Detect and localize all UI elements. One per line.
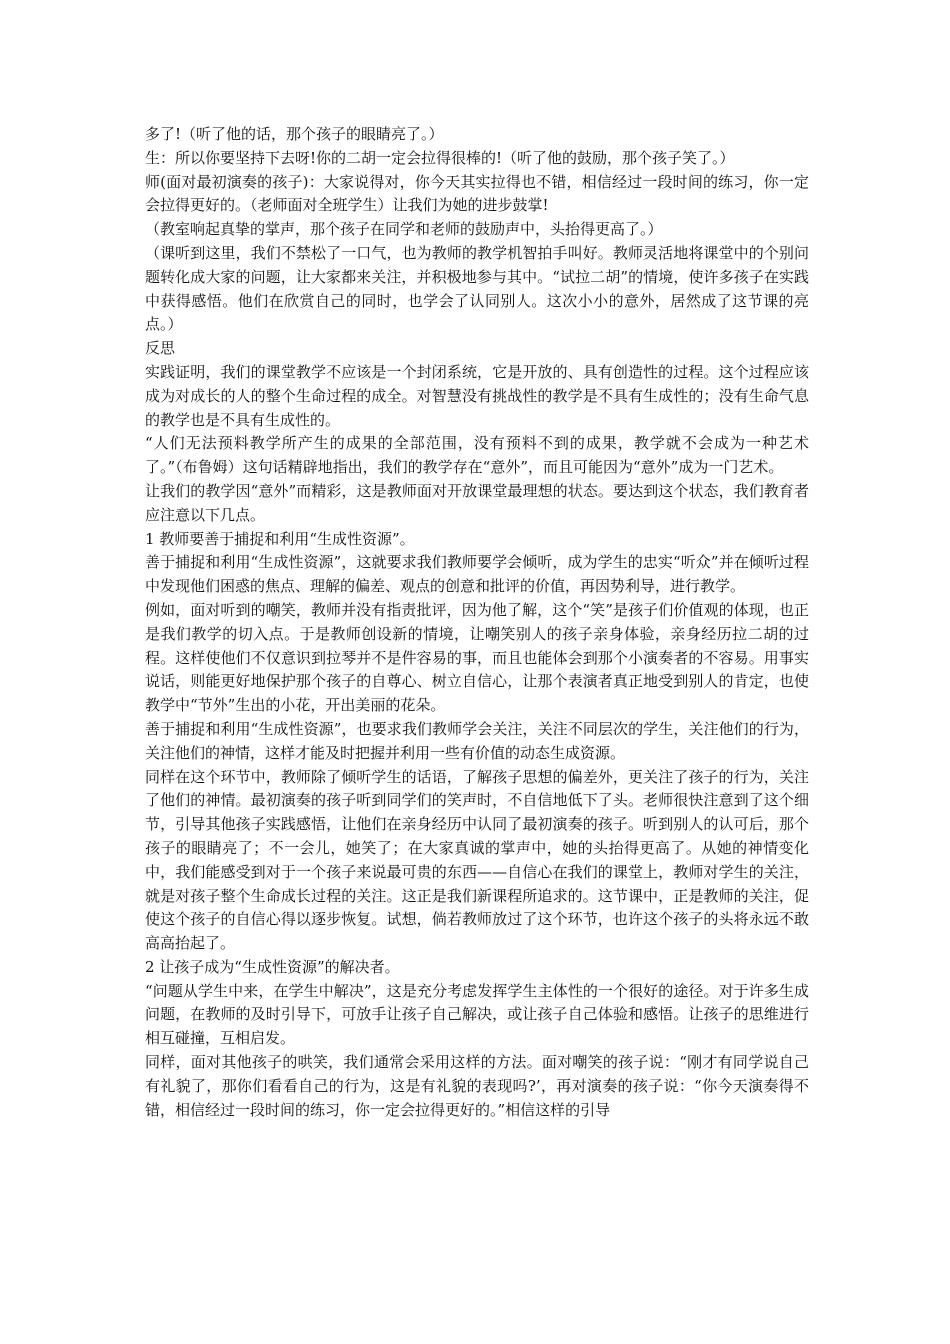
paragraph-reflection-1: 实践证明，我们的课堂教学不应该是一个封闭系统，它是开放的、具有创造性的过程。这个过程应该成为对成长的人的整个生命过程的成全。对智慧没有挑战性的教学是不具有生成性的；没有生命气息的教学也是不具有生成性的。 bbox=[145, 362, 809, 429]
document-body bbox=[145, 123, 809, 1122]
paragraph-dialogue-1: 多了!（听了他的话，那个孩子的眼睛亮了。） bbox=[145, 125, 444, 143]
paragraph-point-1d: 同样在这个环节中，教师除了倾听学生的话语，了解孩子思想的偏差外，更关注了孩子的行为，关注了他们的神情。最初演奏的孩子听到同学们的笑声时，不自信地低下了头。老师很快注意到了这个细节，引导其他孩子实践感悟，让他们在亲身经历中认同了最初演奏的孩子。听到别人的认可后，那个孩子的眼睛亮了；不一会儿，她笑了；在大家真诚的掌声中，她的头抬得更高了。从她的神情变化中，我们能感受到对于一个孩子来说最可贵的东西——自信心在我们的课堂上，教师对学生的关注，就是对孩子整个生命成长过程的关注。这正是我们新课程所追求的。这节课中，正是教师的关注，促使这个孩子的自信心得以逐步恢复。试想，倘若教师放过了这个环节，也许这个孩子的头将永远不敢高高抬起了。 bbox=[145, 767, 809, 953]
paragraph-commentary: （课听到这里，我们不禁松了一口气，也为教师的教学机智拍手叫好。教师灵活地将课堂中的个别问题转化成大家的问题，让大家都来关注，并积极地参与其中。“试拉二胡”的情境，使许多孩子在实践中获得感悟。他们在欣赏自己的同时，也学会了认同别人。这次小小的意外，居然成了这节课的亮点。） bbox=[145, 243, 809, 334]
paragraph-quote-bloom: “人们无法预料教学所产生的成果的全部范围，没有预料不到的成果，教学就不会成为一种艺术了。”（布鲁姆）这句话精辟地指出，我们的教学存在“意外”，而且可能因为“意外”成为一门艺术。 bbox=[145, 434, 809, 477]
paragraph-point-2b: 同样，面对其他孩子的哄笑，我们通常会采用这样的方法。面对嘲笑的孩子说：“刚才有同学说自己有礼貌了，那你们看看自己的行为，这是有礼貌的表现吗?’，再对演奏的孩子说：“你今天演奏得不错，相信经过一段时间的练习，你一定会拉得更好的。”相信这样的引导 bbox=[145, 1053, 809, 1119]
paragraph-reflection-2: 让我们的教学因“意外”而精彩，这是教师面对开放课堂最理想的状态。要达到这个状态，我们教育者应注意以下几点。 bbox=[145, 481, 809, 524]
point-heading-2: 2 让孩子成为“生成性资源”的解决者。 bbox=[145, 957, 400, 976]
paragraph-dialogue-3: 师(面对最初演奏的孩子)：大家说得对，你今天其实拉得也不错，相信经过一段时间的练习，你一定会拉得更好的。（老师面对全班学生）让我们为她的进步鼓掌! bbox=[145, 172, 809, 215]
section-heading-reflection: 反思 bbox=[145, 339, 176, 358]
paragraph-point-1c: 善于捕捉和利用“生成性资源”，也要求我们教师学会关注，关注不同层次的学生，关注他们的行为，关注他们的神情，这样才能及时把握并利用一些有价值的动态生成资源。 bbox=[145, 719, 809, 762]
paragraph-point-1a: 善于捕捉和利用“生成性资源”，这就要求我们教师要学会倾听，成为学生的忠实“听众”并在倾听过程中发现他们困惑的焦点、理解的偏差、观点的创意和批评的价值，再因势利导，进行教学。 bbox=[145, 553, 809, 596]
paragraph-dialogue-2: 生：所以你要坚持下去呀!你的二胡一定会拉得很棒的!（听了他的鼓励，那个孩子笑了。） bbox=[145, 148, 735, 167]
point-heading-1: 1 教师要善于捕捉和利用“生成性资源”。 bbox=[145, 529, 415, 548]
paragraph-point-1b: 例如，面对听到的嘲笑，教师并没有指责批评，因为他了解，这个“笑”是孩子们价值观的体现，也正是我们教学的切入点。于是教师创设新的情境，让嘲笑别人的孩子亲身体验，亲身经历拉二胡的过程。这样使他们不仅意识到拉琴并不是件容易的事，而且也能体会到那个小演奏者的不容易。用事实说话，则能更好地保护那个孩子的自尊心、树立自信心，让那个表演者真正地受到别人的肯定，也使教学中“节外”生出的小花，开出美丽的花朵。 bbox=[145, 600, 809, 715]
paragraph-point-2a: “问题从学生中来，在学生中解决”，这是充分考虑发挥学生主体性的一个很好的途径。对于许多生成问题，在教师的及时引导下，可放手让孩子自己解决，或让孩子自己体验和感悟。让孩子的思维进行相互碰撞，互相启发。 bbox=[145, 981, 809, 1048]
paragraph-applause: （教室响起真挚的掌声，那个孩子在同学和老师的鼓励声中，头抬得更高了。） bbox=[145, 220, 663, 239]
